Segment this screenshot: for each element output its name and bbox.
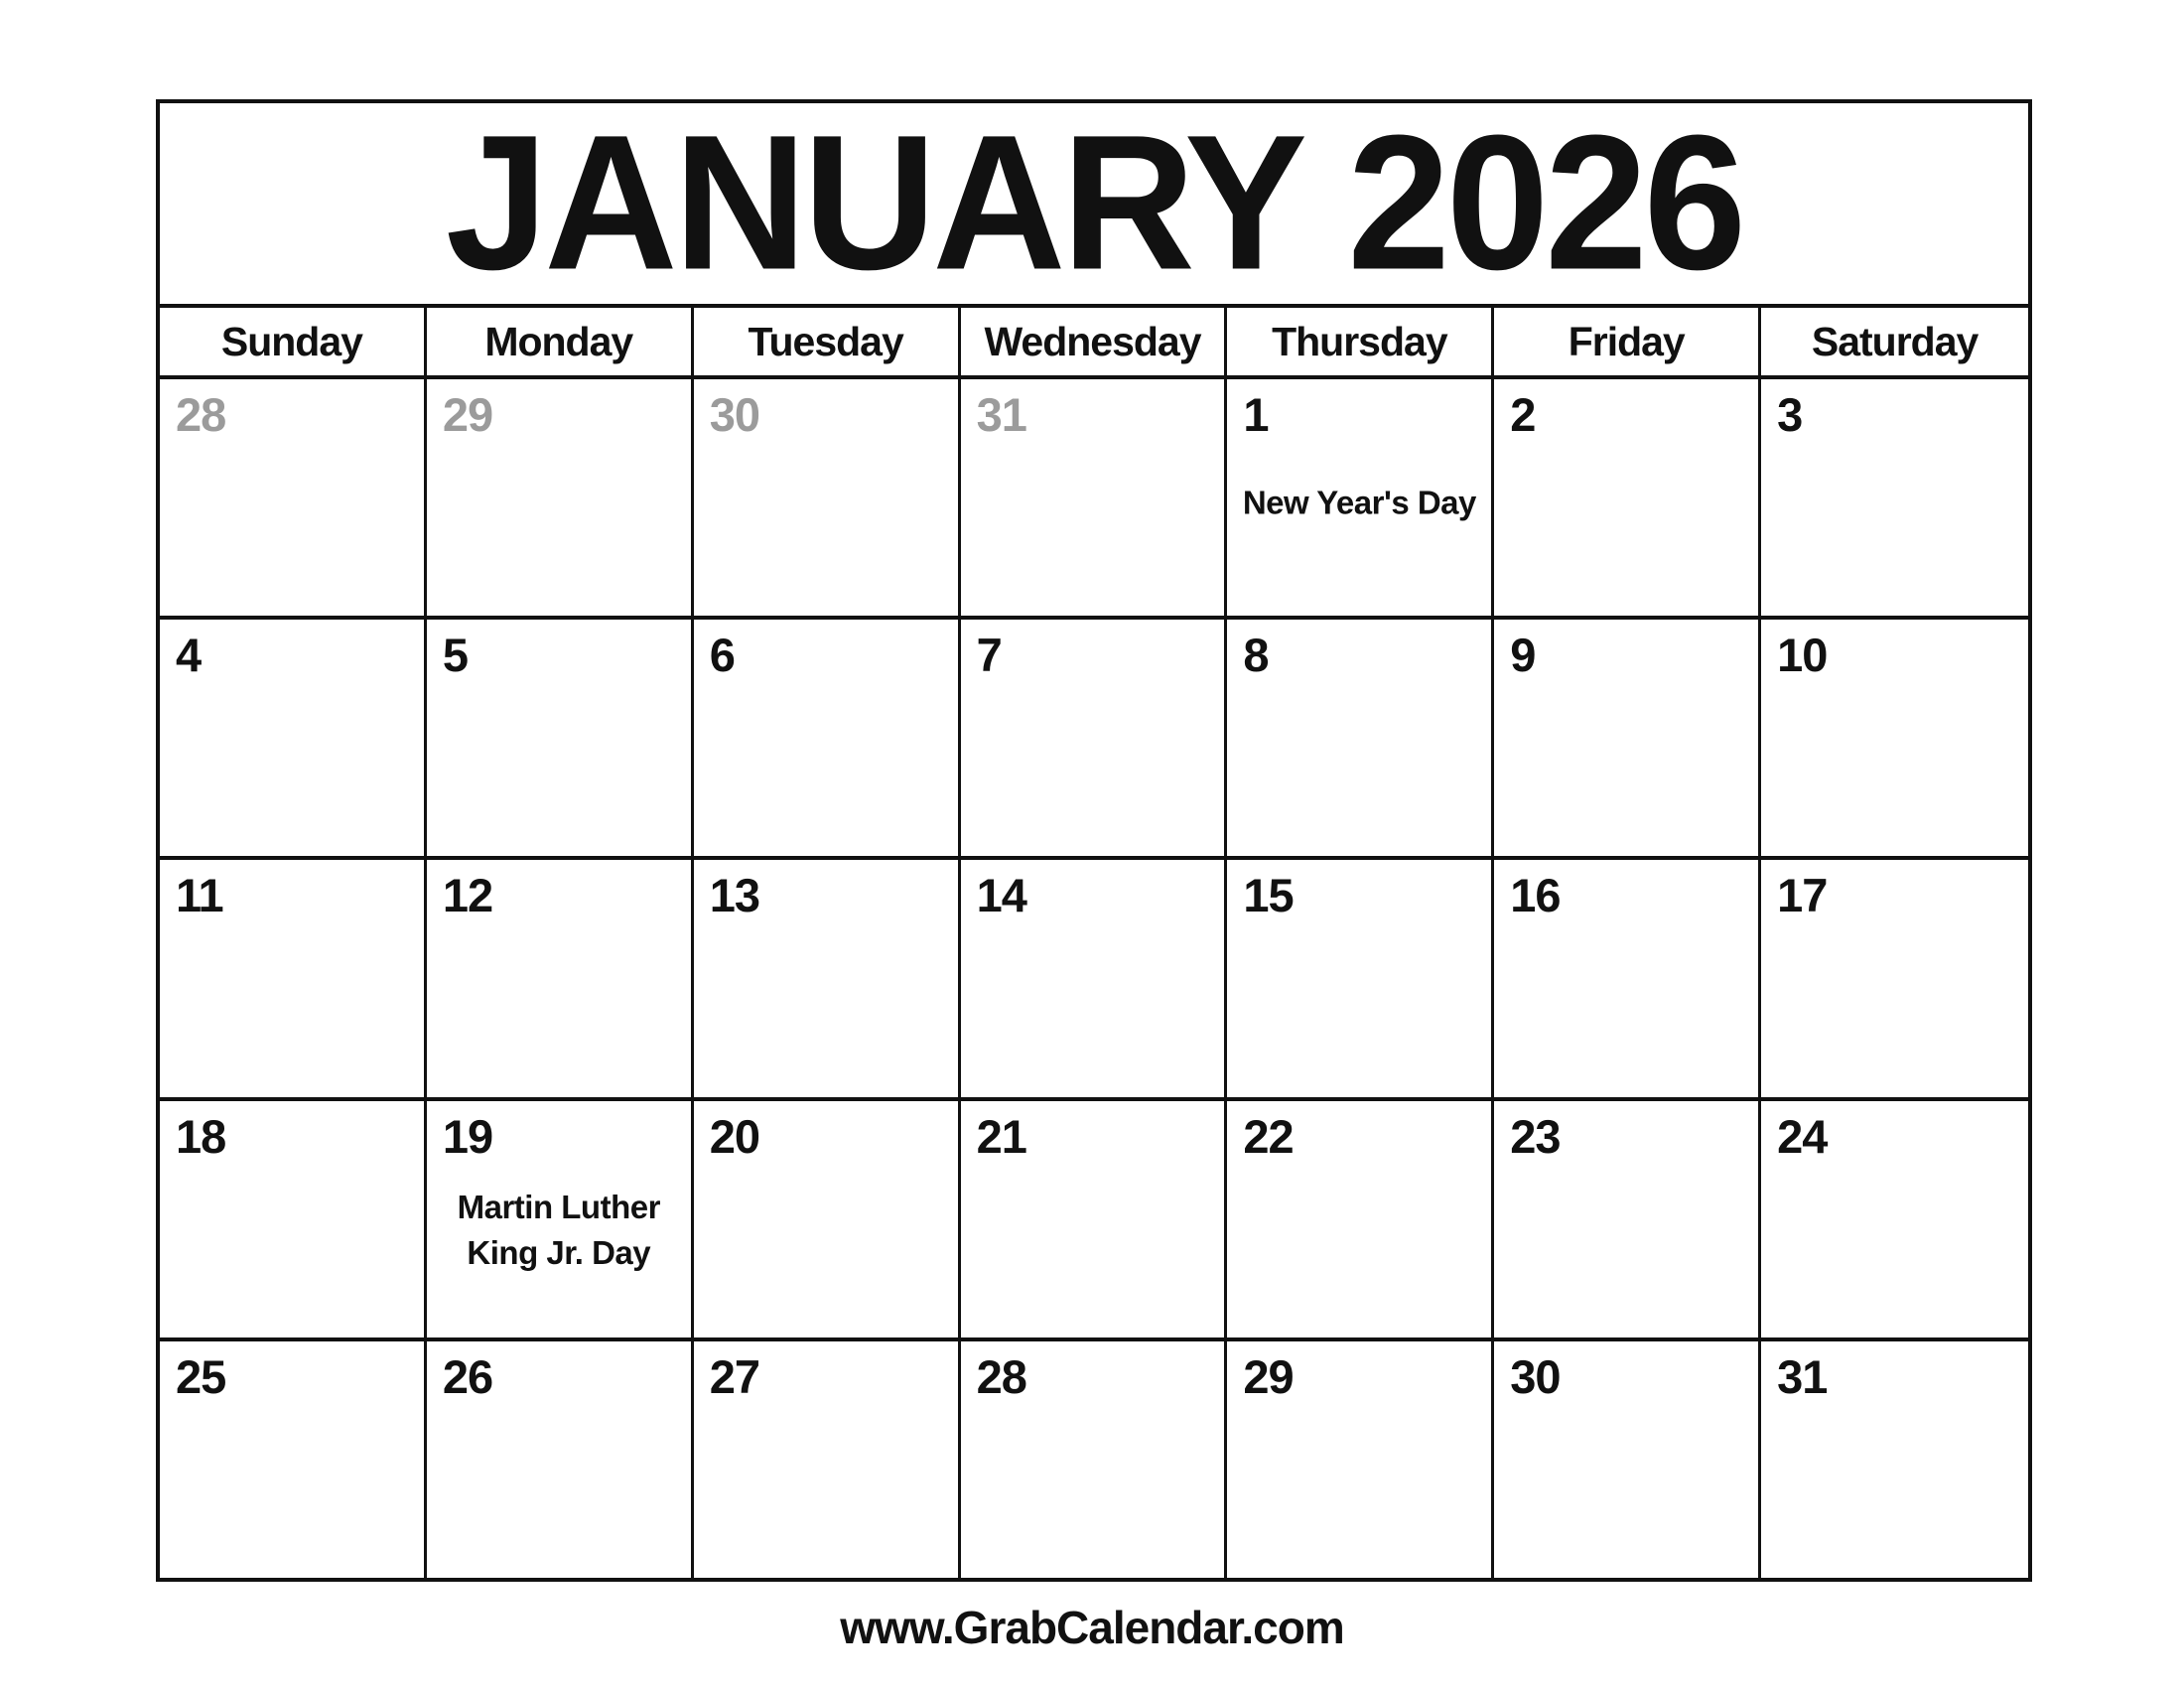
day-number: 13 [709, 869, 759, 922]
calendar-cell [961, 379, 1228, 616]
day-number: 15 [1243, 869, 1294, 922]
week-row [160, 1101, 2028, 1341]
weekday-label-wednesday: Wednesday [961, 308, 1228, 375]
calendar-cell [961, 1101, 1228, 1337]
calendar-cell [427, 860, 694, 1096]
calendar-cell [427, 1101, 694, 1337]
weekday-label-thursday: Thursday [1227, 308, 1494, 375]
calendar-cell [694, 379, 961, 616]
calendar-cell [1227, 1341, 1494, 1578]
day-number: 21 [976, 1109, 1026, 1163]
calendar-cell [694, 860, 961, 1096]
calendar-cell [427, 379, 694, 616]
calendar-cell [694, 1341, 961, 1578]
calendar-cell [1227, 620, 1494, 856]
calendar [156, 95, 2032, 1582]
day-number: 30 [1510, 1349, 1561, 1403]
day-number: 4 [176, 629, 202, 682]
day-number: 19 [442, 1109, 493, 1163]
calendar-cell [160, 379, 427, 616]
calendar-cell [160, 1341, 427, 1578]
calendar-cell [1761, 1101, 2028, 1337]
calendar-grid [160, 379, 2028, 1578]
day-number: 20 [709, 1109, 759, 1163]
calendar-cell [160, 620, 427, 856]
calendar-cell [961, 620, 1228, 856]
calendar-title-row [160, 95, 2028, 311]
day-number: 18 [176, 1109, 226, 1163]
day-number: 28 [976, 1349, 1026, 1403]
weekday-label-monday: Monday [427, 308, 694, 375]
calendar-cell [1494, 1341, 1761, 1578]
day-number: 14 [976, 869, 1026, 922]
day-number: 17 [1777, 869, 1828, 922]
day-number: 25 [176, 1349, 226, 1403]
calendar-cell [1761, 620, 2028, 856]
day-number: 29 [1243, 1349, 1294, 1403]
day-number-prev-month: 29 [442, 388, 493, 441]
holiday-label: Martin Luther King Jr. Day [457, 1188, 660, 1271]
calendar-cell [694, 620, 961, 856]
day-number: 6 [709, 629, 735, 682]
day-number: 3 [1777, 388, 1803, 441]
calendar-cell [1761, 1341, 2028, 1578]
calendar-cell [1227, 1101, 1494, 1337]
month-title: JANUARY 2026 [445, 95, 1743, 311]
site-url: www.GrabCalendar.com [840, 1602, 1344, 1653]
day-number: 5 [442, 629, 468, 682]
day-number: 9 [1510, 629, 1536, 682]
weekday-label-sunday: Sunday [160, 308, 427, 375]
weekday-label-tuesday: Tuesday [694, 308, 961, 375]
day-number: 22 [1243, 1109, 1294, 1163]
day-number: 1 [1243, 388, 1269, 441]
calendar-cell [1494, 379, 1761, 616]
day-number: 10 [1777, 629, 1828, 682]
week-row [160, 860, 2028, 1100]
holiday-label: New Year's Day [1242, 484, 1476, 521]
week-row [160, 620, 2028, 860]
calendar-cell [1227, 379, 1494, 616]
day-number: 26 [442, 1349, 493, 1403]
day-number: 31 [1777, 1349, 1828, 1403]
calendar-cell [961, 1341, 1228, 1578]
day-number: 23 [1510, 1109, 1561, 1163]
calendar-cell [427, 1341, 694, 1578]
weekday-header [160, 308, 2028, 379]
calendar-cell [961, 860, 1228, 1096]
weekday-label-saturday: Saturday [1811, 318, 1979, 364]
calendar-cell [160, 1101, 427, 1337]
calendar-cell [427, 620, 694, 856]
day-number-prev-month: 30 [709, 388, 759, 441]
weekday-label-friday: Friday [1494, 308, 1761, 375]
day-number-prev-month: 28 [176, 388, 226, 441]
week-row [160, 1341, 2028, 1578]
week-row [160, 379, 2028, 620]
day-number-prev-month: 31 [976, 388, 1026, 441]
calendar-cell [1494, 620, 1761, 856]
calendar-cell [1761, 860, 2028, 1096]
day-number: 12 [442, 869, 493, 922]
day-number: 2 [1510, 388, 1536, 441]
calendar-cell [694, 1101, 961, 1337]
day-number: 16 [1510, 869, 1561, 922]
calendar-cell [1761, 379, 2028, 616]
day-number: 27 [709, 1349, 759, 1403]
calendar-cell [160, 860, 427, 1096]
day-number: 11 [176, 869, 223, 922]
day-number: 8 [1243, 629, 1269, 682]
calendar-cell [1494, 1101, 1761, 1337]
day-number: 7 [976, 629, 1002, 682]
day-number: 24 [1777, 1109, 1828, 1163]
calendar-cell [1494, 860, 1761, 1096]
calendar-cell [1227, 860, 1494, 1096]
